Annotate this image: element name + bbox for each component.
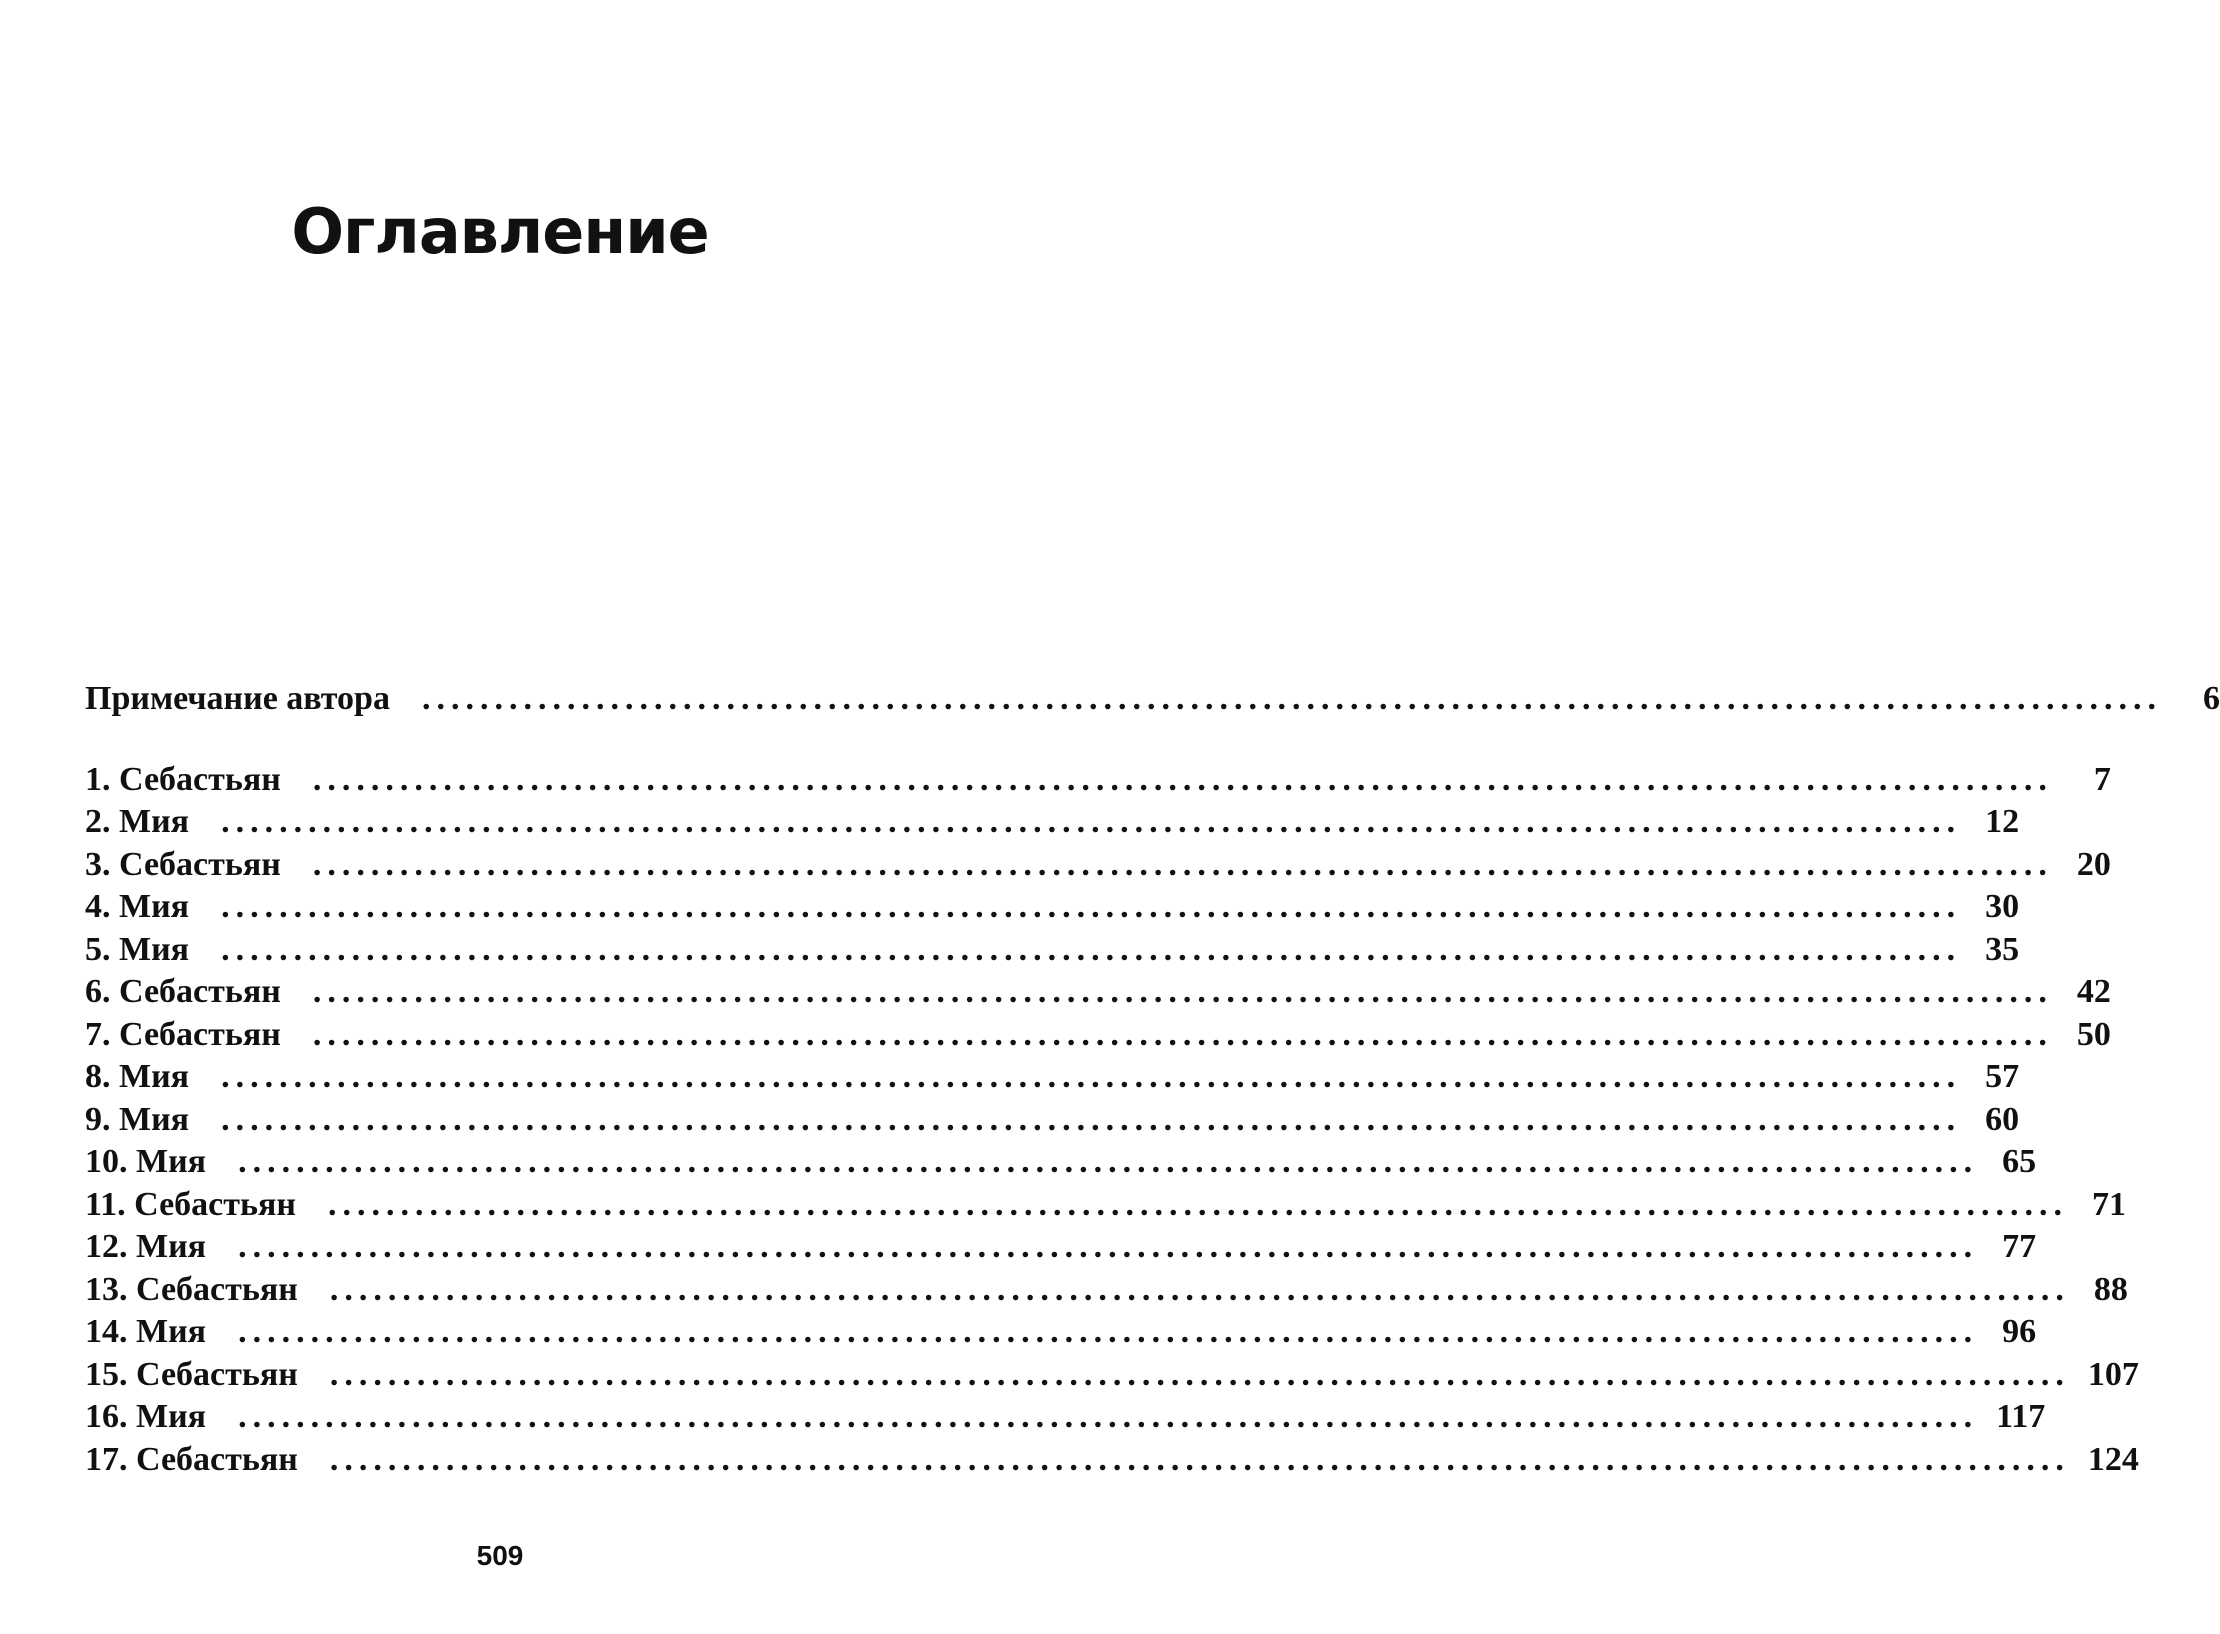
entry-title: 16. Мия xyxy=(85,1398,207,1435)
table-of-contents xyxy=(85,680,2220,1483)
entry-page: 6 xyxy=(2202,680,2220,717)
chapter-list xyxy=(85,760,2139,1484)
dot-leader: ........................................................................................................................ xyxy=(221,1100,1962,1138)
toc-entry[interactable] xyxy=(85,1355,2139,1399)
dot-leader: ........................................................................................................................ xyxy=(238,1313,1979,1350)
entry-title: 17. Себастьян xyxy=(85,1440,298,1478)
toc-entry[interactable] xyxy=(85,1143,2037,1186)
dot-leader: ........................................................................................................................ xyxy=(329,1270,2070,1308)
page-title: Оглавление xyxy=(291,195,709,268)
dot-leader: ........................................................................................................................ xyxy=(312,845,2053,883)
toc-entry[interactable] xyxy=(85,930,2020,974)
toc-entry[interactable] xyxy=(85,1398,2046,1441)
toc-entry[interactable] xyxy=(85,1015,2111,1059)
entry-page: 71 xyxy=(2091,1185,2126,1223)
dot-leader: ........................................................................................................................ xyxy=(221,1058,1962,1095)
dot-leader: ........................................................................................................................ xyxy=(238,1143,1979,1180)
entry-page: 57 xyxy=(1985,1058,2020,1095)
dot-leader: ........................................................................................................................ xyxy=(327,1185,2068,1223)
entry-page: 35 xyxy=(1985,930,2020,968)
toc-entry[interactable] xyxy=(85,1100,2020,1144)
entry-title: 15. Себастьян xyxy=(85,1355,298,1393)
entry-title: 11. Себастьян xyxy=(85,1185,296,1223)
toc-entry[interactable] xyxy=(85,760,2111,804)
entry-page: 65 xyxy=(2002,1143,2037,1180)
dot-leader: ........................................................................................................................ xyxy=(312,1015,2053,1053)
toc-entry[interactable] xyxy=(85,845,2111,889)
toc-entry[interactable] xyxy=(85,888,2020,931)
dot-leader: ........................................................................................................................ xyxy=(238,1398,1979,1435)
entry-page: 7 xyxy=(2093,760,2111,798)
toc-entry[interactable] xyxy=(85,1058,2020,1101)
toc-entry[interactable] xyxy=(85,1185,2126,1229)
entry-title: 9. Мия xyxy=(85,1100,190,1138)
dot-leader: ........................................................................................................................ xyxy=(221,888,1962,925)
entry-page: 117 xyxy=(1996,1398,2046,1435)
entry-title: 3. Себастьян xyxy=(85,845,281,883)
entry-page: 30 xyxy=(1985,888,2020,925)
dot-leader: ........................................................................................................................ xyxy=(312,760,2053,798)
entry-title: 14. Мия xyxy=(85,1313,207,1350)
dot-leader: ........................................................................................................................ xyxy=(329,1440,2070,1478)
page-number: 509 xyxy=(476,1540,524,1571)
entry-title: 13. Себастьян xyxy=(85,1270,298,1308)
entry-title: 2. Мия xyxy=(85,803,190,840)
entry-page: 124 xyxy=(2087,1440,2139,1478)
entry-page: 20 xyxy=(2076,845,2111,883)
toc-entry[interactable] xyxy=(85,1270,2128,1314)
dot-leader: ........................................................................................................................ xyxy=(221,930,1962,968)
dot-leader: ........................................................................................................................ xyxy=(421,680,2162,717)
toc-entry[interactable] xyxy=(85,1440,2139,1484)
entry-title: 12. Мия xyxy=(85,1228,207,1265)
dot-leader: ........................................................................................................................ xyxy=(238,1228,1979,1265)
entry-page: 42 xyxy=(2076,973,2111,1010)
entry-title: 6. Себастьян xyxy=(85,973,281,1010)
entry-page: 77 xyxy=(2002,1228,2037,1265)
entry-page: 107 xyxy=(2087,1355,2139,1393)
dot-leader: ........................................................................................................................ xyxy=(329,1355,2070,1393)
entry-title: 10. Мия xyxy=(85,1143,207,1180)
dot-leader: ........................................................................................................................ xyxy=(221,803,1962,840)
entry-title: Примечание автора xyxy=(85,680,390,717)
entry-page: 60 xyxy=(1985,1100,2020,1138)
entry-title: 7. Себастьян xyxy=(85,1015,281,1053)
toc-entry-author-note[interactable] xyxy=(85,680,2220,723)
entry-page: 50 xyxy=(2076,1015,2111,1053)
entry-title: 8. Мия xyxy=(85,1058,190,1095)
toc-entry[interactable] xyxy=(85,973,2111,1016)
entry-page: 12 xyxy=(1985,803,2020,840)
entry-title: 5. Мия xyxy=(85,930,190,968)
toc-entry[interactable] xyxy=(85,1313,2037,1356)
entry-page: 96 xyxy=(2002,1313,2037,1350)
entry-title: 4. Мия xyxy=(85,888,190,925)
entry-page: 88 xyxy=(2093,1270,2128,1308)
dot-leader: ........................................................................................................................ xyxy=(312,973,2053,1010)
entry-title: 1. Себастьян xyxy=(85,760,281,798)
toc-entry[interactable] xyxy=(85,1228,2037,1271)
toc-entry[interactable] xyxy=(85,803,2020,846)
